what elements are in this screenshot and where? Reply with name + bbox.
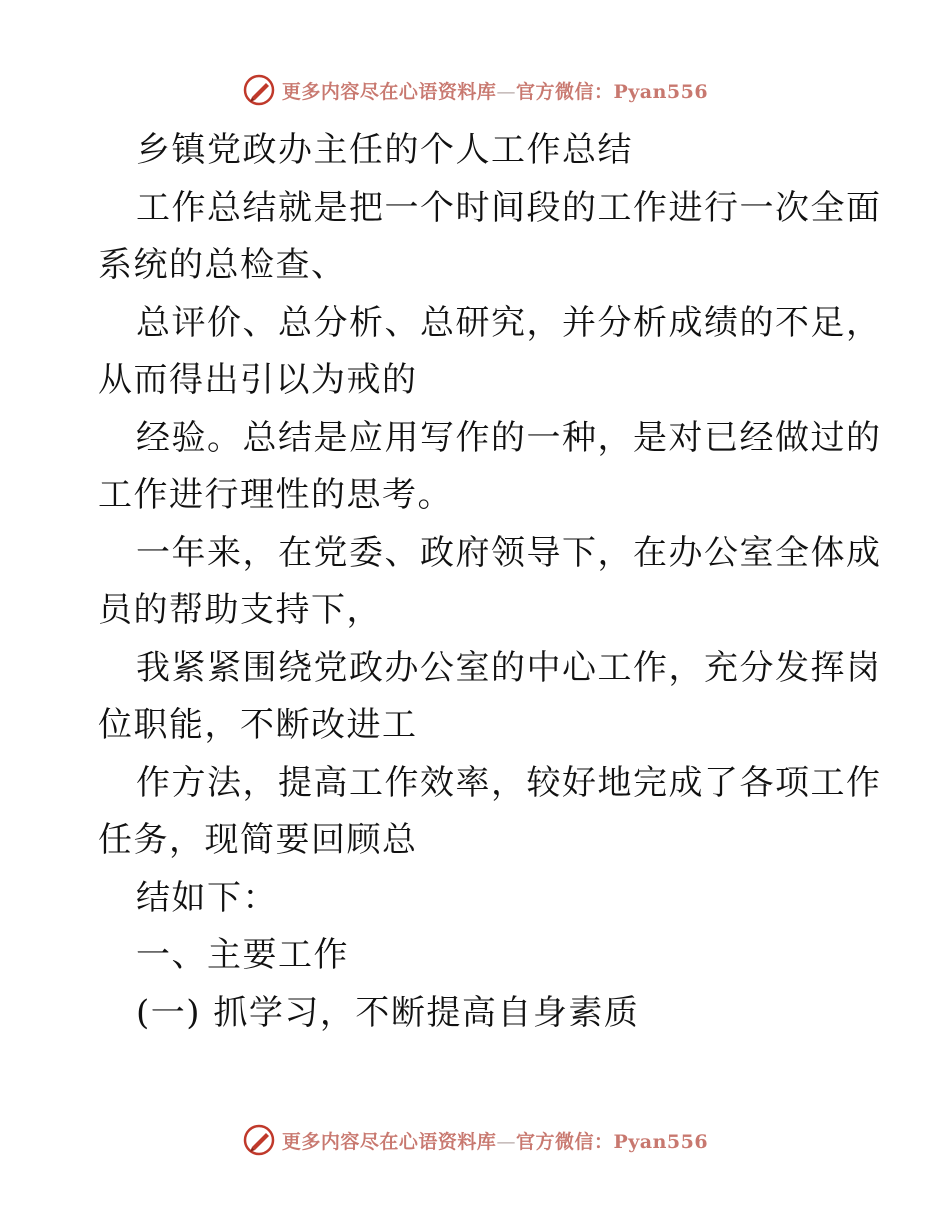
document-line: 工作进行理性的思考。 [98,475,453,515]
pen-logo-icon [242,73,276,107]
document-line: 从而得出引以为戒的 [98,360,418,400]
banner-dash: — [496,80,516,103]
document-title: 乡镇党政办主任的个人工作总结 [136,130,633,170]
document-line: 员的帮助支持下， [98,590,382,630]
banner-wechat-label: 官方微信： [515,1130,614,1153]
banner-wechat-id: Pyan556 [613,1130,709,1153]
document-line: 作方法，提高工作效率，较好地完成了各项工作 [136,762,882,803]
document-body [98,122,882,1042]
banner-wechat-id: Pyan556 [613,80,709,103]
banner-text [282,77,708,104]
document-line: 位职能，不断改进工 [98,705,418,745]
document-line: 工作总结就是把一个时间段的工作进行一次全面 [136,187,882,228]
footer-banner [0,1120,950,1160]
document-line: 总评价、总分析、总研究，并分析成绩的不足， [136,302,882,343]
header-banner [0,70,950,110]
banner-dash: — [496,1130,516,1153]
banner-wechat-label: 官方微信： [515,80,614,103]
document-line: 经验。总结是应用写作的一种，是对已经做过的 [136,417,882,458]
pen-logo-icon [242,1123,276,1157]
document-line: 结如下： [136,877,278,918]
banner-text [282,1127,708,1154]
banner-main-text: 更多内容尽在心语资料库 [281,1130,497,1153]
document-line: (一) 抓学习，不断提高自身素质 [136,992,640,1033]
document-line: 任务，现简要回顾总 [98,820,418,860]
document-line: 一、主要工作 [136,935,349,975]
banner-main-text: 更多内容尽在心语资料库 [281,80,497,103]
document-line: 系统的总检查、 [98,245,347,285]
document-line: 一年来，在党委、政府领导下，在办公室全体成 [136,532,882,573]
document-line: 我紧紧围绕党政办公室的中心工作，充分发挥岗 [136,647,882,688]
